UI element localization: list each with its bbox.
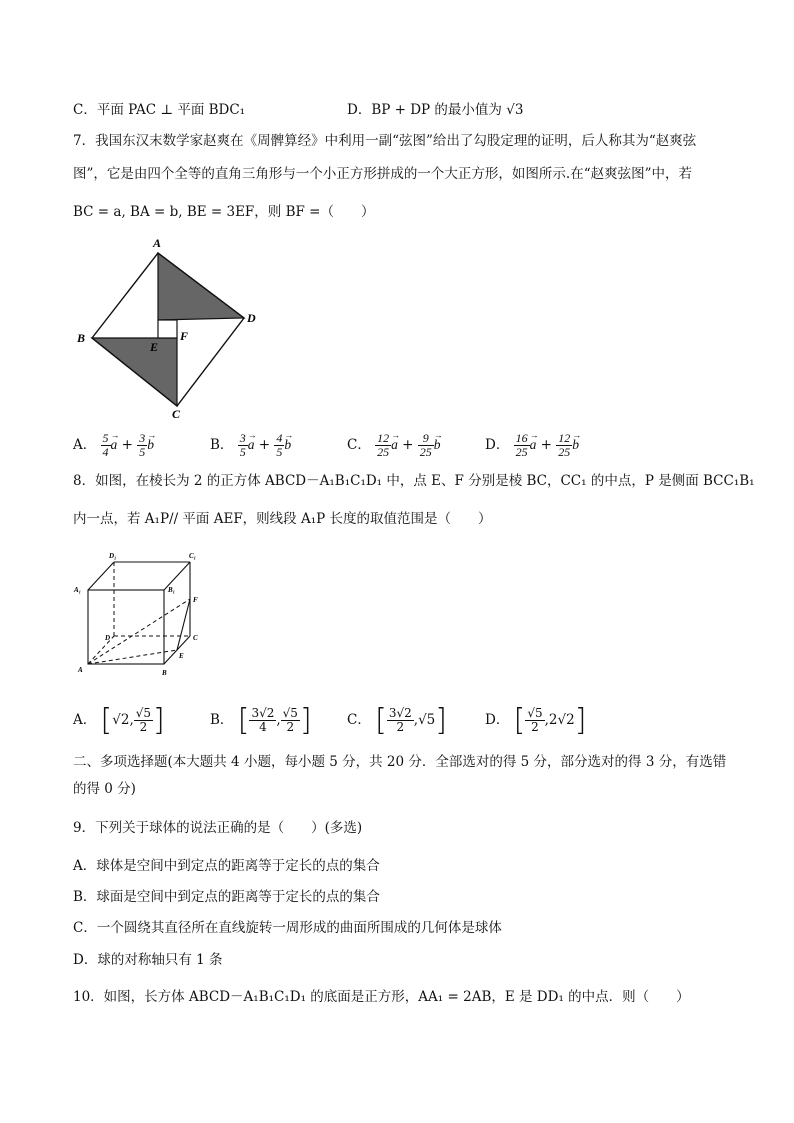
q9-stem: 9．下列关于球体的说法正确的是（ ）(多选) [73,820,363,836]
label-f: F [193,596,198,604]
q8-option-d: D． [ $\frac{√5}{2}$ ,2√2] [485,702,587,738]
q7-stem-line1: 7．我国东汉末数学家赵爽在《周髀算经》中利用一副“弦图”给出了勾股定理的证明，后人称其为“赵爽弦 [73,133,697,149]
inner-square [158,320,177,338]
q7-option-a: A． $\frac{5}{4}$ → a + $\frac{3}{5}$ → b [73,432,154,459]
label-a: A [78,666,83,674]
q7-stem-line3: BC = a, BA = b, BE = 3EF，则 BF =（ ） [73,204,375,220]
label-d: D [105,634,111,642]
q7-option-b: B． $\frac{3}{5}$ → a + $\frac{4}{5}$ → b [210,432,291,459]
label-c: C [193,634,198,642]
section2-heading-line2: 的得 0 分) [73,781,136,797]
label-d1: D₁ [109,552,117,560]
label-b: B [77,331,86,345]
q8-option-b: B． [ $\frac{3√2}{4}$ , $\frac{√5}{2}$ ] [210,702,312,738]
q9-option-d: D．球的对称轴只有 1 条 [73,952,223,968]
label-a: A [153,236,162,250]
label-b1: B₁ [168,586,176,594]
label-c: C [172,407,181,421]
label-a1: A₁ [74,586,82,594]
zhao-shuang-diagram [74,236,266,422]
q9-option-c: C．一个圆绕其直径所在直线旋转一周形成的曲面所围成的几何体是球体 [73,920,502,936]
q9-option-b: B．球面是空间中到定点的距离等于定长的点的集合 [73,889,380,905]
q7-option-d: D． $\frac{16}{25}$ → a + $\frac{12}{25}$ → b [485,432,579,459]
q9-option-a: A．球体是空间中到定点的距离等于定长的点的集合 [73,858,380,874]
label-d: D [247,311,256,325]
label-e: E [179,652,184,660]
cube-front-face [88,590,164,664]
label-e: E [150,340,159,354]
cube-diagram [72,548,212,678]
q7-option-c: C． $\frac{12}{25}$ → a + $\frac{9}{25}$ → b [347,432,441,459]
section2-heading-line1: 二、多项选择题(本大题共 4 小题，每小题 5 分，共 20 分．全部选对的得 5 分，部分选对的得 3 分，有选错 [73,754,727,770]
q6-option-d: D．BP + DP 的最小值为 √3 [347,102,524,118]
q8-option-a: A． [√2, $\frac{√5}{2}$ ] [73,702,165,738]
q7-stem-line2: 图”，它是由四个全等的直角三角形与一个小正方形拼成的一个大正方形，如图所示.在“赵爽弦图”中，若 [73,166,692,182]
q8-stem-line1: 8．如图，在棱长为 2 的正方体 ABCD－A₁B₁C₁D₁ 中，点 E、F 分别是棱 BC，CC₁ 的中点，P 是侧面 BCC₁B₁ [73,473,755,489]
q8-stem-line2: 内一点，若 A₁P// 平面 AEF，则线段 A₁P 长度的取值范围是（ ） [73,511,492,527]
label-f: F [180,329,189,343]
q10-stem: 10．如图，长方体 ABCD－A₁B₁C₁D₁ 的底面是正方形，AA₁ = 2AB，E 是 DD₁ 的中点．则（ ） [73,989,690,1005]
label-b: B [162,669,167,677]
q8-option-c: C． [ $\frac{3√2}{2}$ ,√5] [347,702,447,738]
label-c1: C₁ [189,552,197,560]
q6-option-c: C．平面 PAC ⊥ 平面 BDC₁ [73,102,246,118]
